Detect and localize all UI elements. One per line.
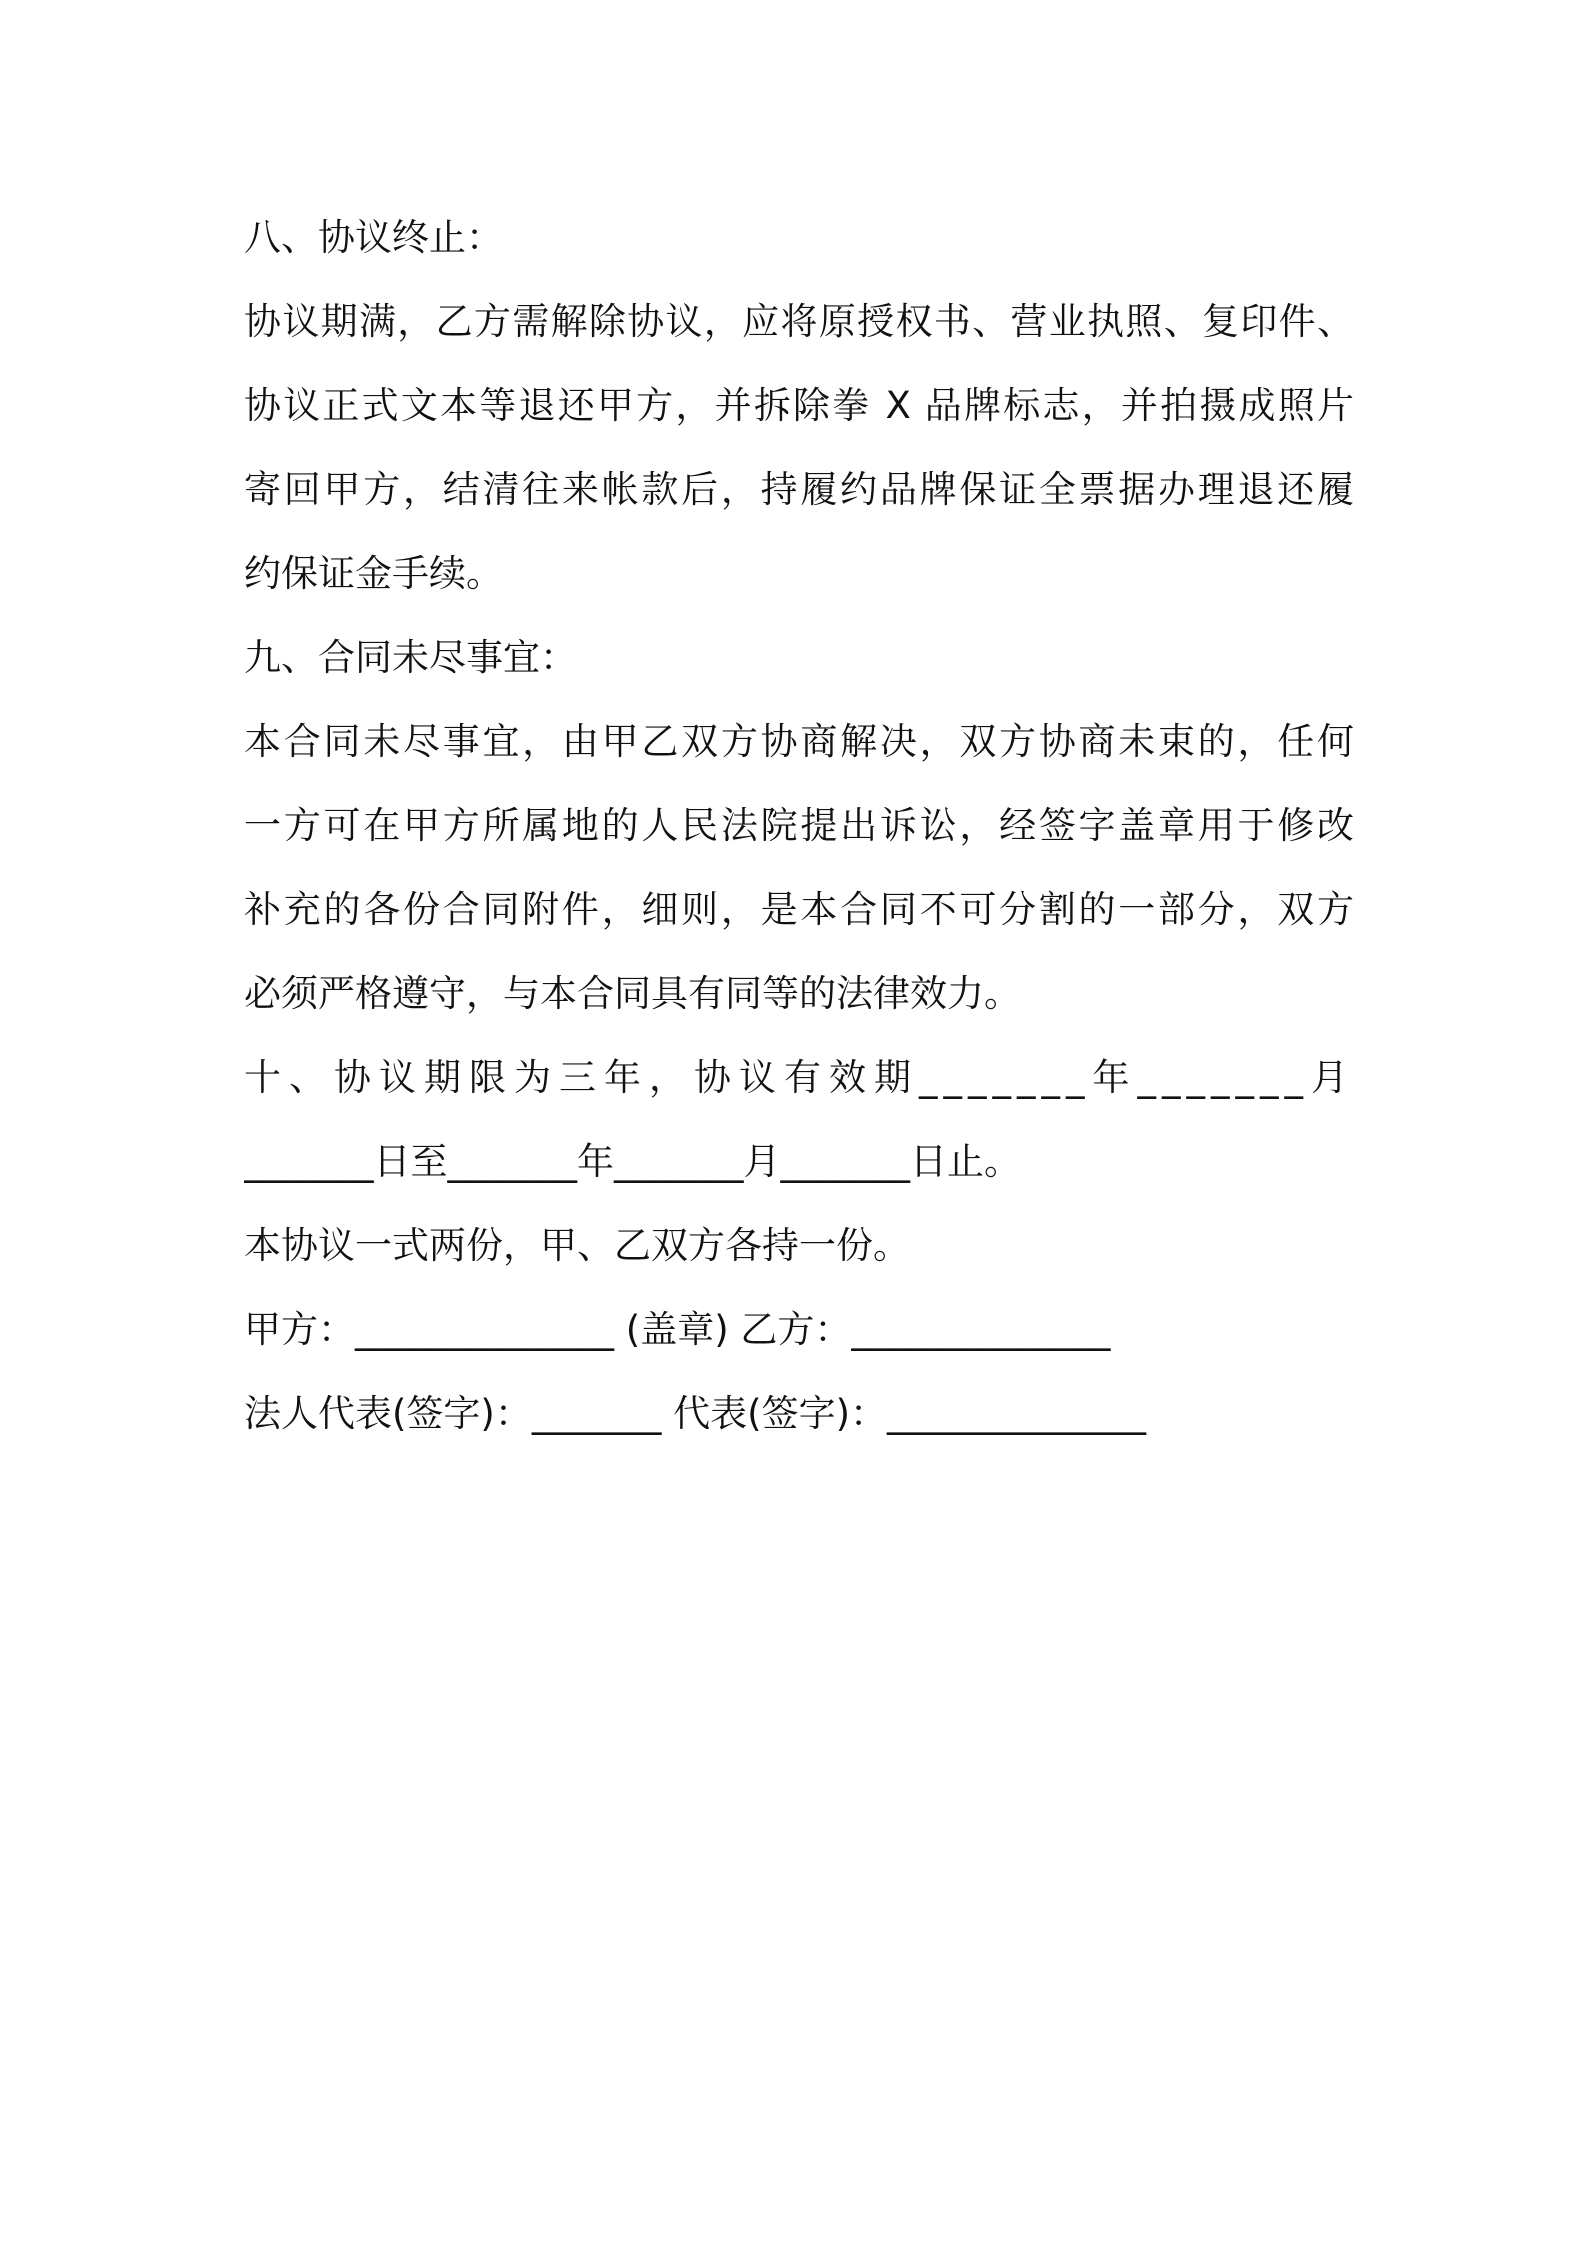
section-8-paragraph-line-4: 约保证金手续。 [244, 552, 503, 595]
section-9-paragraph-line-2: 一方可在甲方所属地的人民法院提出诉讼，经签字盖章用于修改 [244, 804, 1354, 847]
section-8-paragraph-line-3: 寄回甲方，结清往来帐款后，持履约品牌保证全票据办理退还履 [244, 468, 1354, 511]
agreement-text [244, 196, 1354, 1456]
section-8-paragraph-line-2: 协议正式文本等退还甲方，并拆除拳 X 品牌标志，并拍摄成照片 [244, 384, 1354, 427]
section-9-paragraph-line-4: 必须严格遵守，与本合同具有同等的法律效力。 [244, 972, 1021, 1015]
section-10-line-1: 十、协议期限为三年，协议有效期_______年_______月 [244, 1056, 1354, 1099]
representative-signature-line: 法人代表(签字)：_______ 代表(签字)：______________ [244, 1392, 1147, 1435]
party-signature-line: 甲方：______________ (盖章) 乙方：______________ [244, 1308, 1111, 1351]
section-8-paragraph-line-1: 协议期满，乙方需解除协议，应将原授权书、营业执照、复印件、 [244, 300, 1354, 343]
section-9-paragraph-line-1: 本合同未尽事宜，由甲乙双方协商解决，双方协商未束的，任何 [244, 720, 1354, 763]
copies-statement: 本协议一式两份，甲、乙双方各持一份。 [244, 1224, 910, 1267]
section-8-heading: 八、协议终止： [244, 216, 503, 259]
section-10-line-2: _______日至_______年_______月_______日止。 [244, 1140, 1021, 1183]
section-9-paragraph-line-3: 补充的各份合同附件，细则，是本合同不可分割的一部分，双方 [244, 888, 1354, 931]
section-9-heading: 九、合同未尽事宜： [244, 636, 577, 679]
